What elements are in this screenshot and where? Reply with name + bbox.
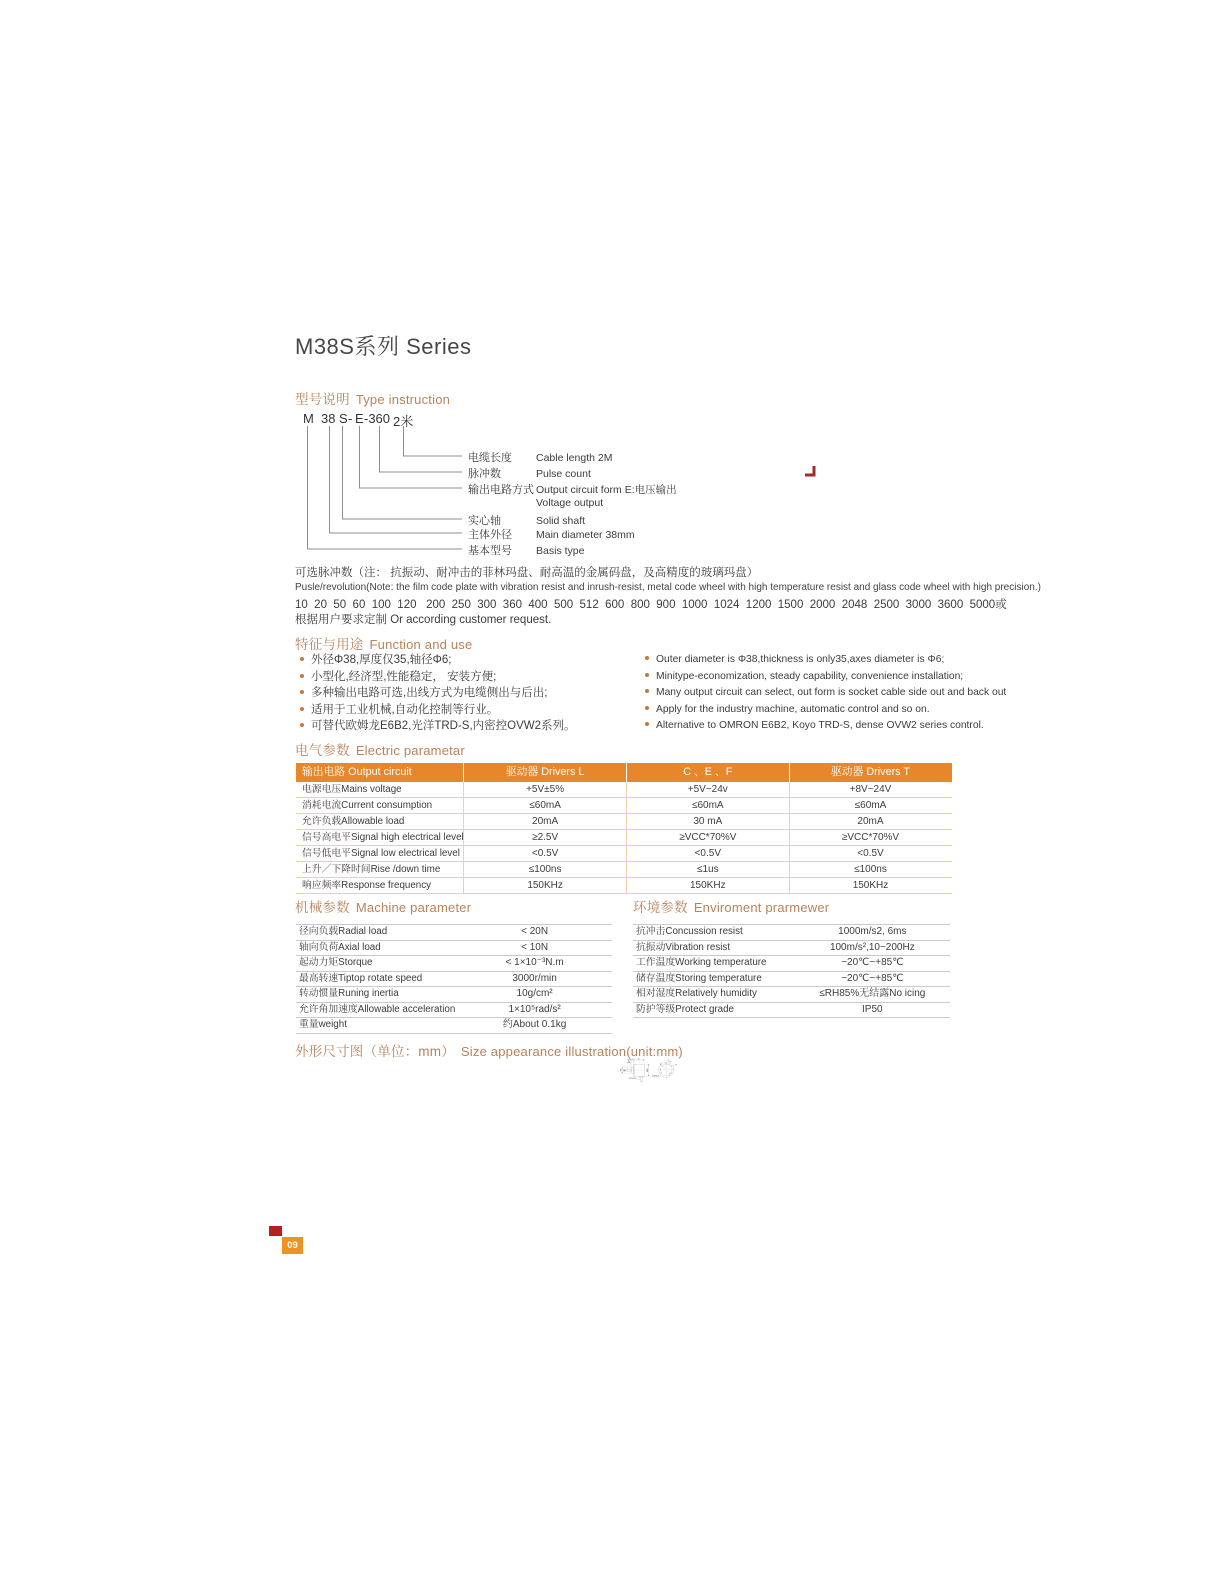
dim-phi6: Φ6	[624, 1069, 626, 1072]
table-cell-label: 相对湿度Relatively humidity	[636, 988, 757, 999]
section-title-type-instruction	[295, 388, 450, 408]
table-cell-value: −20℃~+85℃	[841, 972, 904, 984]
electric-header-cell: C 、E 、F	[626, 763, 789, 782]
bullet-item	[645, 652, 975, 669]
table-cell-label: 轴向负荷Axial load	[299, 941, 381, 953]
pulse-values: 10 20 50 60 100 120 200 250 300 360 400 500 512 600 800 900 1000 1024 1200 1500 2000 2048 2500 3000 3600 5000或	[295, 599, 1007, 611]
dim-5: 5	[632, 1059, 633, 1061]
page-number-badge: 09	[282, 1237, 303, 1254]
table-cell-value: ≥2.5V	[463, 830, 626, 845]
fanout-label-en: Main diameter 38mm	[536, 529, 635, 541]
pulse-custom: 根据用户要求定制 Or according customer request.	[295, 614, 552, 626]
fanout-label	[468, 482, 677, 495]
fanout-label-en: Pulse count	[536, 468, 591, 480]
page-title: M38S系列 Series	[295, 334, 472, 359]
fanout-label	[468, 513, 585, 526]
table-row	[296, 1003, 612, 1019]
table-cell-value: ≤1us	[626, 862, 789, 877]
bullet-text: Alternative to OMRON E6B2, Koyo TRD-S, dense OVW2 series control.	[656, 720, 984, 731]
bullet-text: 多种输出电路可选,出线方式为电缆侧出与后出;	[311, 687, 548, 699]
bullet-dot	[645, 722, 649, 726]
section-title-cn: 特征与用途	[295, 637, 364, 652]
fanout-label-en: Basis type	[536, 545, 585, 557]
table-cell-value: 10g/cm²	[516, 988, 553, 999]
table-row	[633, 972, 950, 988]
bullet-text: 适用于工业机械,自动化控制等行业。	[311, 703, 499, 716]
bullet-dot	[300, 690, 304, 694]
table-cell-value: < 20N	[521, 926, 549, 937]
bullet-text: 外径Φ38,厚度仅35,轴径Φ6;	[311, 654, 452, 666]
table-row	[633, 956, 950, 972]
dim-phi38: Φ38±1	[647, 1068, 649, 1073]
bullet-item	[645, 685, 1007, 702]
dim-10: 10	[628, 1061, 630, 1063]
table-cell-label: 抗冲击Concussion resist	[636, 926, 743, 937]
table-row	[296, 987, 612, 1003]
bullet-dot	[645, 706, 649, 710]
dim-15: 15	[628, 1059, 631, 1061]
bullet-text: Apply for the industry machine, automatic control and so on.	[656, 703, 930, 715]
table-cell-value: 100m/s²,10~200Hz	[829, 941, 915, 953]
table-cell-label: 电源电压Mains voltage	[302, 784, 402, 795]
table-cell-label: 重量weight	[299, 1019, 347, 1030]
bullet-dot	[645, 689, 649, 693]
cable-length-label: 常规线长2米	[628, 1078, 637, 1080]
table-row	[296, 1018, 612, 1034]
table-cell-value: <0.5V	[463, 846, 626, 861]
table-cell-value: 20mA	[789, 814, 952, 829]
fanout-label-line2	[536, 495, 603, 508]
pulse-note-en: Pusle/revolution(Note: the film code plate with vibration resist and inrush-resist, metal code wheel with high temperature resist and glass code wheel with high precision.)	[295, 582, 1041, 593]
electric-header-cell: 驱动器 Drivers L	[463, 763, 626, 782]
fanout-label	[468, 543, 584, 556]
table-cell-value: ≤60mA	[463, 798, 626, 813]
table-cell-value: ≤60mA	[789, 798, 952, 813]
table-cell-value: 150KHz	[463, 878, 626, 893]
table-row	[633, 941, 950, 957]
table-cell-value: 1×10⁵rad/s²	[508, 1003, 561, 1015]
table-cell-value: ≤100ns	[463, 862, 626, 877]
table-row	[296, 782, 952, 798]
table-cell-label: 消耗电流Current consumption	[302, 800, 433, 811]
table-cell-label: 工作温度Working temperature	[636, 957, 767, 968]
bullet-text: Outer diameter is Φ38,thickness is only35,axes diameter is Φ6;	[656, 654, 945, 665]
footer-red-square	[269, 1226, 282, 1236]
table-cell-label: 信号低电平Signal low electrical level	[302, 848, 460, 859]
table-cell-value: IP50	[862, 1003, 883, 1015]
bullet-dot	[300, 657, 304, 661]
table-cell-value: <0.5V	[626, 846, 789, 861]
mounting-holes-label: 6-M3H7深8	[652, 1076, 660, 1078]
section-title-en: Enviroment prarmewer	[693, 900, 830, 915]
table-cell-label: 转动惯量Runing inertia	[299, 988, 399, 999]
bullet-text: 小型化,经济型,性能稳定， 安装方便;	[311, 670, 497, 683]
fanout-label	[468, 527, 635, 540]
bullet-dot	[645, 656, 649, 660]
table-cell-value: 150KHz	[626, 878, 789, 893]
fanout-label-cn: 主体外径	[468, 529, 512, 541]
electric-table	[296, 763, 952, 894]
model-code-part: S	[339, 411, 348, 426]
fanout-label	[468, 466, 591, 479]
type-instruction-diagram	[295, 420, 715, 565]
fanout-label-en: Output circuit form E:电压输出	[536, 484, 677, 496]
table-cell-value: +8V~24V	[789, 782, 952, 797]
dim-30deg: 30°	[667, 1060, 670, 1062]
dim-phi20: Φ20	[621, 1068, 623, 1072]
bullet-item	[645, 669, 975, 686]
table-cell-value: 3000r/min	[512, 972, 557, 984]
electric-table-body	[296, 782, 952, 894]
section-title-machine	[295, 896, 471, 916]
red-corner-mark	[804, 465, 817, 483]
bullet-item	[300, 718, 630, 735]
table-cell-value: < 10N	[521, 941, 549, 953]
bullet-item	[300, 669, 630, 686]
fanout-label-en: Voltage output	[536, 497, 604, 509]
machine-table	[296, 924, 612, 1034]
table-cell-label: 允许负载Allowable load	[302, 816, 405, 827]
dim-phi30: Φ30	[658, 1063, 662, 1067]
table-cell-value: ≥VCC*70%V	[626, 830, 789, 845]
section-title-en: Type instruction	[355, 392, 451, 407]
section-title-en: Function and use	[369, 637, 473, 652]
table-row	[633, 1003, 950, 1019]
fanout-label	[468, 450, 612, 463]
table-cell-value: 30 mA	[626, 814, 789, 829]
table-cell-value: <0.5V	[789, 846, 952, 861]
table-cell-value: ≤RH85%无结露No icing	[819, 988, 926, 999]
table-row	[296, 878, 952, 894]
table-cell-value: ≤60mA	[626, 798, 789, 813]
pulse-note-cn: 可选脉冲数（注： 抗振动、耐冲击的菲林玛盘、耐高温的金属码盘，及高精度的玻璃玛盘）	[295, 567, 759, 579]
model-code-part: 38	[321, 411, 336, 426]
section-title-function-use	[295, 633, 472, 653]
model-code-part: -	[348, 411, 353, 426]
table-cell-label: 允许角加速度Allowable acceleration	[299, 1003, 456, 1015]
table-cell-label: 径向负载Radial load	[299, 926, 388, 937]
table-cell-value: 1000m/s2, 6ms	[838, 926, 907, 937]
table-row	[296, 846, 952, 862]
section-title-dimensions	[295, 1040, 683, 1060]
fanout-label-cn: 输出电路方式	[468, 484, 534, 496]
table-row	[633, 925, 950, 941]
fanout-label-en: Solid shaft	[536, 515, 586, 527]
fanout-label-cn: 脉冲数	[468, 468, 501, 480]
table-cell-value: ≥VCC*70%V	[789, 830, 952, 845]
table-row	[296, 941, 612, 957]
bullet-text: 可替代欧姆龙E6B2,光洋TRD-S,内密控OVW2系列。	[311, 720, 576, 732]
table-row	[296, 814, 952, 830]
table-cell-value: −20℃~+85℃	[841, 957, 904, 968]
dimension-drawing	[410, 1058, 970, 1240]
model-code-part: M	[303, 411, 314, 426]
electric-header-cell: 输出电路 Output circuit	[302, 766, 412, 778]
bullet-text: Many output circuit can select, out form is socket cable side out and back out	[656, 687, 1007, 698]
table-row	[296, 830, 952, 846]
table-cell-label: 储存温度Storing temperature	[636, 972, 762, 984]
section-title-cn: 外形尺寸图（单位：mm）	[295, 1044, 455, 1059]
fanout-label-cn: 基本型号	[468, 545, 512, 557]
bullet-dot	[300, 723, 304, 727]
table-row	[633, 987, 950, 1003]
table-cell-label: 抗振动Vibration resist	[636, 941, 731, 953]
model-code-part: -360	[364, 411, 391, 426]
table-cell-label: 防护等级Protect grade	[636, 1003, 735, 1015]
bullet-text: Minitype-economization, steady capability, convenience installation;	[656, 670, 964, 682]
bullet-dot	[300, 707, 304, 711]
bullet-item	[300, 685, 630, 702]
table-row	[296, 925, 612, 941]
dim-35: 35	[638, 1059, 640, 1061]
table-cell-label: 上升／下降时间Rise /down time	[302, 864, 441, 875]
bullet-item	[300, 702, 630, 719]
bullet-item	[300, 652, 630, 669]
feature-list-cn	[300, 652, 630, 735]
section-title-cn: 环境参数	[633, 900, 688, 915]
section-title-environment	[633, 896, 829, 916]
section-title-cn: 型号说明	[295, 392, 350, 407]
table-cell-value: +5V~24v	[626, 782, 789, 797]
table-cell-value: 约About 0.1kg	[502, 1019, 567, 1030]
table-cell-value: < 1×10⁻³N.m	[505, 957, 564, 968]
table-cell-label: 起动力矩Storque	[299, 957, 373, 968]
table-cell-label: 响应频率Response frequency	[302, 880, 432, 891]
model-code-part: E	[355, 411, 364, 426]
dim-phi28: Φ28	[674, 1064, 678, 1067]
table-row	[296, 798, 952, 814]
fanout-label-cn: 实心轴	[468, 515, 501, 527]
table-cell-label: 信号高电平Signal high electrical level	[302, 832, 464, 843]
section-title-en: Size appearance illustration(unit:mm)	[460, 1044, 683, 1059]
table-cell-value: +5V±5%	[463, 782, 626, 797]
table-row	[296, 956, 612, 972]
feature-list-en	[645, 652, 1007, 735]
electric-table-header	[296, 763, 952, 782]
environment-table	[633, 924, 950, 1018]
bullet-dot	[300, 674, 304, 678]
section-title-electric	[295, 739, 465, 759]
section-title-en: Machine parameter	[355, 900, 472, 915]
table-cell-value: 20mA	[463, 814, 626, 829]
table-row	[296, 972, 612, 988]
table-cell-value: ≤100ns	[789, 862, 952, 877]
extension-lines	[622, 1059, 650, 1076]
fanout-label-cn: 电缆长度	[468, 452, 512, 464]
bullet-dot	[645, 673, 649, 677]
table-cell-label: 最高转速Tiptop rotate speed	[299, 972, 423, 984]
section-title-en: Electric parametar	[355, 743, 465, 758]
table-cell-value: 150KHz	[789, 878, 952, 893]
fanout-label-en: Cable length 2M	[536, 452, 613, 464]
electric-header-cell: 驱动器 Drivers T	[789, 763, 952, 782]
bullet-item	[645, 718, 984, 735]
section-title-cn: 电气参数	[295, 743, 350, 758]
section-title-cn: 机械参数	[295, 900, 350, 915]
model-code-part: 2米	[393, 414, 414, 429]
bullet-item	[645, 702, 975, 719]
table-row	[296, 862, 952, 878]
